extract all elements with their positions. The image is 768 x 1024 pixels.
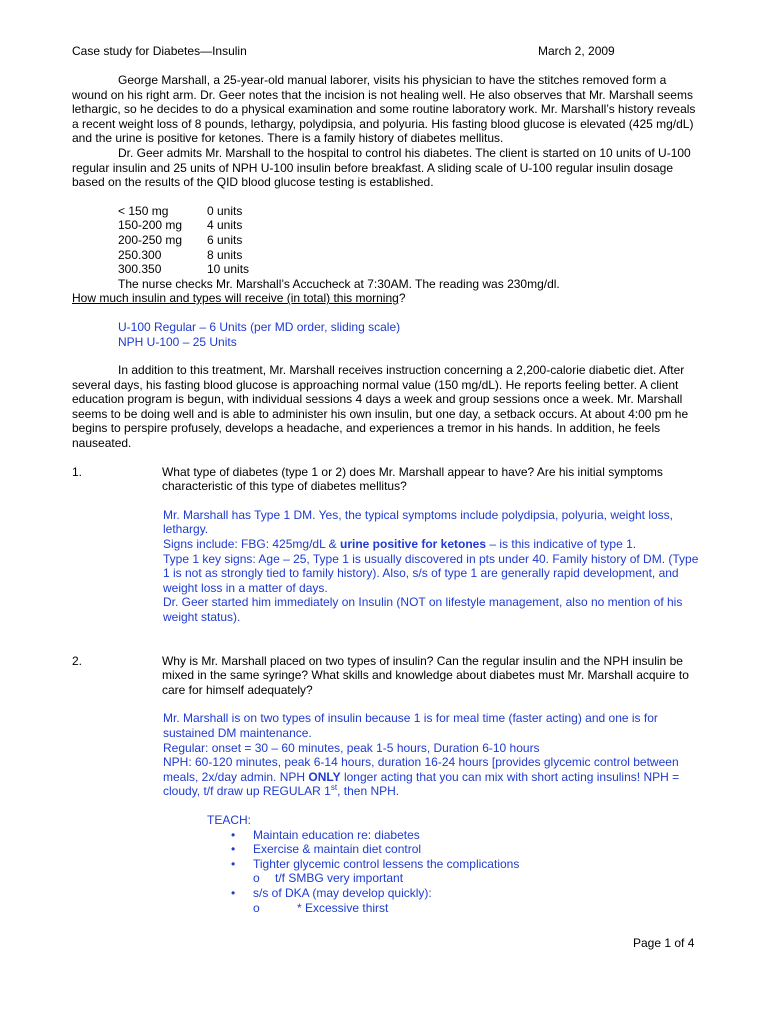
- teach-subitem-text: * Excessive thirst: [297, 900, 389, 915]
- question-1: [72, 465, 696, 494]
- sliding-scale-table: [118, 204, 696, 292]
- sliding-scale-row: [118, 248, 696, 263]
- nurse-check-text: The nurse checks Mr. Marshall’s Accucheck at 7:30AM. The reading was 230mg/dl.: [118, 276, 560, 291]
- document-date: March 2, 2009: [538, 44, 615, 58]
- document-header: [72, 44, 696, 59]
- circle-bullet-icon: o: [253, 900, 260, 915]
- answer-0-line-1: U-100 Regular – 6 Units (per MD order, sliding scale): [118, 319, 401, 334]
- bullet-icon: •: [231, 856, 236, 871]
- teach-heading: TEACH:: [207, 812, 252, 827]
- teach-subitem-text: t/f SMBG very important: [275, 871, 404, 886]
- answer-1-indicative: – is this indicative of type 1.: [486, 537, 637, 552]
- sliding-scale-row: [118, 218, 696, 233]
- answer-2-only: ONLY: [308, 769, 341, 784]
- answer-2-mix: longer acting that you can mix with short acting insulins! NPH = cloudy, t/f draw up REGULAR 1: [163, 769, 680, 799]
- scale-units: 10 units: [207, 262, 250, 277]
- scale-range: 300.350: [118, 262, 162, 277]
- answer-2-end: , then NPH.: [337, 784, 400, 799]
- question-2: [72, 654, 696, 698]
- answer-1-line-3: Type 1 key signs: Age – 25, Type 1 is usually discovered in pts under 40. Family history of DM. (Type 1 is not as strongly tied to family history). Also, s/s of type 1 are generally rapid development, and weight loss in a matter of days.: [163, 551, 699, 595]
- teach-item: [207, 886, 696, 915]
- teach-section: [207, 813, 696, 915]
- scale-units: 8 units: [207, 247, 243, 262]
- page-number: Page 1 of 4: [633, 936, 695, 950]
- answer-1-ketones: urine positive for ketones: [339, 537, 487, 552]
- scale-range: < 150 mg: [118, 203, 169, 218]
- answer-2-line-3: [163, 755, 703, 799]
- answer-1-line-1: Mr. Marshall has Type 1 DM. Yes, the typical symptoms include polydipsia, polyuria, weight loss, lethargy.: [163, 507, 674, 537]
- teach-subitem: [207, 901, 696, 916]
- question-1-text: What type of diabetes (type 1 or 2) does Mr. Marshall appear to have? Are his initial symptoms characteristic of this type of diabetes mellitus?: [161, 464, 663, 494]
- teach-list: [207, 828, 696, 916]
- scale-range: 250.300: [118, 247, 162, 262]
- teach-item-text: Exercise & maintain diet control: [253, 842, 422, 857]
- answer-2-line-2: Regular: onset = 30 – 60 minutes, peak 1-5 hours, Duration 6-10 hours: [163, 740, 540, 755]
- scale-units: 0 units: [207, 203, 243, 218]
- intro-paragraph-2: Dr. Geer admits Mr. Marshall to the hospital to control his diabetes. The client is started on 10 units of U-100 regular insulin and 25 units of NPH U-100 insulin before breakfast. A sliding scale of U-100 regular insulin dosage based on the results of the QID blood glucose testing is established.: [72, 145, 691, 190]
- answer-1: [163, 508, 703, 625]
- question-2-text: Why is Mr. Marshall placed on two types of insulin? Can the regular insulin and the NPH insulin be mixed in the same syringe? What skills and knowledge about diabetes must Mr. Marshall acquire to care for himself adequately?: [161, 653, 689, 697]
- question-0: [72, 291, 696, 306]
- answer-2: [163, 711, 703, 799]
- answer-2-sup: st: [330, 783, 338, 793]
- question-1-number: 1.: [72, 464, 83, 479]
- teach-sublist: [253, 871, 696, 886]
- answer-0: [118, 320, 696, 349]
- teach-item: [207, 857, 696, 886]
- sliding-scale-row: [118, 204, 696, 219]
- scale-range: 200-250 mg: [118, 232, 183, 247]
- document-page: [72, 44, 699, 915]
- document-title: Case study for Diabetes—Insulin: [72, 44, 247, 58]
- teach-item-text: s/s of DKA (may develop quickly):: [253, 885, 432, 900]
- answer-2-nph: NPH: 60-120 minutes, peak 6-14 hours, duration 16-24 hours [provides glycemic control between meals, 2x/day admin. NPH: [163, 755, 679, 784]
- intro-paragraph-1: George Marshall, a 25-year-old manual laborer, visits his physician to have the stitches removed form a wound on his right arm. Dr. Geer notes that the incision is not healing well. He also observes that Mr. Marshall seems lethargic, so he decides to do a physical examination and some routine laboratory work. Mr. Marshall’s history reveals a recent weight loss of 8 pounds, lethargy, polydipsia, and polyuria. His fasting blood glucose is elevated (425 mg/dL) and the urine is positive for ketones. There is a family history of diabetes mellitus.: [72, 73, 696, 146]
- scale-range: 150-200 mg: [118, 218, 183, 233]
- teach-item: [207, 842, 696, 857]
- bullet-icon: •: [231, 827, 236, 842]
- answer-1-line-4: Dr. Geer started him immediately on Insulin (NOT on lifestyle management, also no mention of his weight status).: [163, 595, 683, 624]
- paragraph-3: In addition to this treatment, Mr. Marshall receives instruction concerning a 2,200-calorie diabetic diet. After several days, his fasting blood glucose is approaching normal value (150 mg/dL). He reports feeling better. A client education program is begun, with individual sessions 4 days a week and group sessions once a week. Mr. Marshall seems to be doing well and is able to administer his own insulin, but one day, a setback occurs. At about 4:00 pm he begins to perspire profusely, develops a headache, and experiences a tremor in his hands. In addition, he feels nauseated.: [72, 363, 689, 451]
- answer-0-line-2: NPH U-100 – 25 Units: [118, 334, 237, 349]
- question-0-text: How much insulin and types will receive (in total) this morning: [72, 291, 399, 306]
- bullet-icon: •: [231, 885, 236, 900]
- teach-item: [207, 828, 696, 843]
- question-0-mark: ?: [398, 291, 406, 306]
- teach-item-text: Tighter glycemic control lessens the complications: [253, 856, 520, 871]
- scale-units: 4 units: [207, 218, 243, 233]
- answer-1-signs: Signs include: FBG: 425mg/dL &: [163, 537, 340, 552]
- answer-1-line-2: [163, 537, 703, 552]
- teach-subitem: [207, 871, 696, 886]
- bullet-icon: •: [231, 842, 236, 857]
- teach-item-text: Maintain education re: diabetes: [253, 827, 420, 842]
- circle-bullet-icon: o: [253, 871, 260, 886]
- scale-units: 6 units: [207, 232, 243, 247]
- answer-2-line-1: Mr. Marshall is on two types of insulin because 1 is for meal time (faster acting) and one is for sustained DM maintenance.: [163, 711, 658, 740]
- question-2-number: 2.: [72, 653, 83, 668]
- sliding-scale-row: [118, 233, 696, 248]
- teach-sublist: [253, 901, 696, 916]
- sliding-scale-row: [118, 262, 696, 277]
